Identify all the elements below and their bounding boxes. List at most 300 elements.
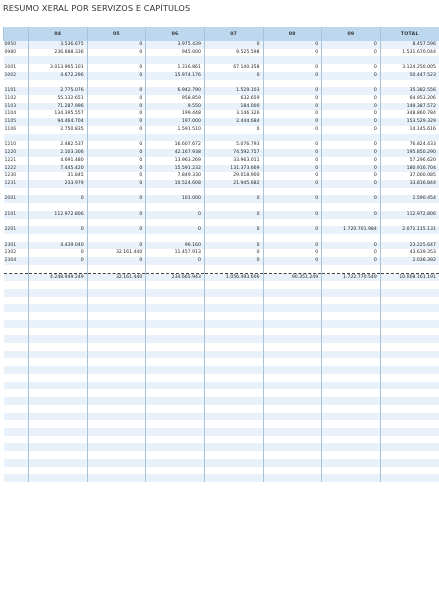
value-cell: 5.076.793 xyxy=(204,141,263,149)
value-cell: 10.068.161.191 xyxy=(380,273,439,281)
value-cell: 0 xyxy=(263,211,322,219)
empty-cell xyxy=(322,374,381,382)
table-row xyxy=(4,242,439,250)
empty-row xyxy=(4,436,439,444)
table-row xyxy=(4,157,439,165)
value-cell: 90.351.249 xyxy=(263,273,322,281)
spacer-row xyxy=(4,134,439,142)
empty-cell xyxy=(4,343,29,351)
empty-cell xyxy=(146,335,205,343)
row-code-cell: 2001 xyxy=(4,195,29,203)
value-cell: 0 xyxy=(263,257,322,265)
empty-cell xyxy=(263,451,322,459)
value-cell xyxy=(322,188,381,196)
value-cell: 195.850.290 xyxy=(380,149,439,157)
value-cell: 0 xyxy=(204,226,263,234)
value-cell: 0 xyxy=(322,165,381,173)
table-row xyxy=(4,126,439,134)
value-cell: 0 xyxy=(87,110,146,118)
value-cell: 0 xyxy=(263,157,322,165)
value-cell: 1.531.670.044 xyxy=(380,49,439,57)
column-header: 09 xyxy=(322,27,381,41)
empty-cell xyxy=(87,297,146,305)
spacer-row xyxy=(4,265,439,273)
empty-cell xyxy=(380,335,439,343)
empty-cell xyxy=(87,420,146,428)
empty-row xyxy=(4,281,439,289)
value-cell: 0 xyxy=(322,118,381,126)
empty-cell xyxy=(29,297,88,305)
value-cell xyxy=(380,234,439,242)
row-code-cell xyxy=(4,273,29,281)
row-code-cell: 2201 xyxy=(4,226,29,234)
empty-cell xyxy=(204,405,263,413)
value-cell: 199.448 xyxy=(146,110,205,118)
empty-cell xyxy=(204,281,263,289)
value-cell: 0 xyxy=(263,149,322,157)
value-cell: 1.316.861 xyxy=(146,64,205,72)
empty-cell xyxy=(146,289,205,297)
value-cell: 2.103.306 xyxy=(29,149,88,157)
empty-cell xyxy=(380,304,439,312)
value-cell: 0 xyxy=(263,64,322,72)
value-cell: 0 xyxy=(322,126,381,134)
empty-cell xyxy=(4,312,29,320)
value-cell: 0 xyxy=(146,211,205,219)
empty-cell xyxy=(87,451,146,459)
spacer-row xyxy=(4,203,439,211)
empty-cell xyxy=(322,451,381,459)
empty-cell xyxy=(4,281,29,289)
value-cell: 4.439.040 xyxy=(29,242,88,250)
empty-cell xyxy=(322,366,381,374)
row-code-cell: 1230 xyxy=(4,173,17,179)
row-code-cell xyxy=(4,188,29,196)
value-cell: 0 xyxy=(322,172,381,180)
page-title: RESUMO XERAL POR SERVIZOS E CAPÍTULOS xyxy=(3,3,191,13)
table-row xyxy=(4,249,439,257)
table-row xyxy=(4,141,439,149)
empty-cell xyxy=(146,382,205,390)
value-cell xyxy=(146,56,205,64)
empty-cell xyxy=(380,343,439,351)
empty-row xyxy=(4,459,439,467)
table-row xyxy=(4,172,439,180)
value-cell: 74.592.757 xyxy=(204,149,263,157)
empty-row xyxy=(4,413,439,421)
empty-cell xyxy=(322,428,381,436)
summary-table xyxy=(3,27,439,482)
value-cell: 0 xyxy=(29,257,88,265)
empty-cell xyxy=(322,382,381,390)
value-cell: 958.859 xyxy=(146,95,205,103)
empty-row xyxy=(4,343,439,351)
value-cell: 0 xyxy=(263,41,322,49)
empty-cell xyxy=(29,320,88,328)
empty-cell xyxy=(146,328,205,336)
empty-cell xyxy=(29,312,88,320)
value-cell: 0 xyxy=(263,226,322,234)
empty-cell xyxy=(263,320,322,328)
empty-cell xyxy=(263,374,322,382)
value-cell: 0 xyxy=(146,257,205,265)
value-cell: 76.824.433 xyxy=(380,141,439,149)
column-header: 05 xyxy=(87,27,146,41)
value-cell: 0 xyxy=(204,257,263,265)
value-cell: 0 xyxy=(263,103,322,111)
row-code-cell: 0950 xyxy=(4,41,29,49)
empty-cell xyxy=(204,289,263,297)
empty-cell xyxy=(4,405,29,413)
empty-cell xyxy=(204,443,263,451)
value-cell: 55.132.651 xyxy=(29,95,88,103)
empty-cell xyxy=(263,328,322,336)
value-cell: 2.036.392 xyxy=(380,257,439,265)
empty-cell xyxy=(380,351,439,359)
empty-cell xyxy=(4,467,29,475)
empty-cell xyxy=(87,351,146,359)
value-cell: 236.688.336 xyxy=(29,49,88,57)
table-row xyxy=(4,72,439,80)
empty-cell xyxy=(29,405,88,413)
value-cell: 0 xyxy=(263,118,322,126)
value-cell: 43.639.353 xyxy=(380,249,439,257)
empty-cell xyxy=(204,265,263,273)
value-cell xyxy=(204,234,263,242)
empty-cell xyxy=(322,304,381,312)
row-code-cell: 1222 xyxy=(4,165,29,173)
empty-cell xyxy=(87,397,146,405)
empty-cell xyxy=(380,405,439,413)
empty-cell xyxy=(29,459,88,467)
value-cell xyxy=(322,80,381,88)
value-cell: 32.161.440 xyxy=(87,249,146,257)
value-cell: 3.146.326 xyxy=(204,110,263,118)
row-code-cell: 1210 xyxy=(4,142,17,148)
empty-cell xyxy=(204,397,263,405)
value-cell: 0 xyxy=(87,118,146,126)
value-cell: 2.482.537 xyxy=(29,141,88,149)
value-cell: 149.387.572 xyxy=(380,103,439,111)
value-cell xyxy=(29,80,88,88)
value-cell xyxy=(146,134,205,142)
value-cell: 3.124.250.005 xyxy=(380,64,439,72)
value-cell: 13.963.269 xyxy=(146,157,205,165)
empty-cell xyxy=(322,281,381,289)
empty-cell xyxy=(204,413,263,421)
spacer-row xyxy=(4,80,439,88)
empty-row xyxy=(4,420,439,428)
table-row xyxy=(4,149,439,157)
value-cell: 0 xyxy=(204,211,263,219)
empty-cell xyxy=(87,389,146,397)
value-cell: 0 xyxy=(29,249,88,257)
value-cell: 15.974.176 xyxy=(146,72,205,80)
empty-cell xyxy=(204,320,263,328)
empty-cell xyxy=(263,265,322,273)
value-cell: 0 xyxy=(87,72,146,80)
value-cell: 64.953.206 xyxy=(380,95,439,103)
value-cell: 0 xyxy=(146,226,205,234)
column-header: 07 xyxy=(204,27,263,41)
empty-cell xyxy=(87,358,146,366)
empty-row xyxy=(4,351,439,359)
empty-cell xyxy=(380,382,439,390)
value-cell: 0 xyxy=(204,242,263,250)
value-cell: 0 xyxy=(322,72,381,80)
empty-cell xyxy=(263,366,322,374)
table-row xyxy=(4,95,439,103)
row-code-cell: 2101 xyxy=(4,211,29,219)
value-cell: 0 xyxy=(87,242,146,250)
empty-cell xyxy=(380,328,439,336)
empty-cell xyxy=(87,474,146,482)
empty-cell xyxy=(263,312,322,320)
empty-cell xyxy=(204,335,263,343)
empty-cell xyxy=(146,459,205,467)
empty-cell xyxy=(204,436,263,444)
empty-cell xyxy=(380,320,439,328)
empty-cell xyxy=(87,328,146,336)
value-cell: 33.816.844 xyxy=(380,180,439,188)
value-cell xyxy=(87,134,146,142)
value-cell xyxy=(146,80,205,88)
row-code-cell: 1101 xyxy=(4,87,29,95)
value-cell xyxy=(322,219,381,227)
empty-cell xyxy=(4,436,29,444)
value-cell: 0 xyxy=(322,87,381,95)
empty-cell xyxy=(29,351,88,359)
value-cell: 1.529.103 xyxy=(204,87,263,95)
empty-cell xyxy=(322,343,381,351)
empty-cell xyxy=(29,335,88,343)
value-cell xyxy=(322,234,381,242)
empty-cell xyxy=(87,366,146,374)
row-code-cell: 1105 xyxy=(4,118,29,126)
empty-cell xyxy=(4,413,29,421)
row-code-cell: 1220 xyxy=(4,149,29,157)
empty-cell xyxy=(29,397,88,405)
value-cell: 0 xyxy=(29,195,88,203)
row-code-cell xyxy=(4,56,29,64)
empty-cell xyxy=(4,382,29,390)
empty-cell xyxy=(4,351,29,359)
empty-cell xyxy=(4,320,29,328)
column-header: 04 xyxy=(29,27,88,41)
value-cell: 57.296.620 xyxy=(380,157,439,165)
empty-cell xyxy=(263,459,322,467)
total-row xyxy=(4,273,439,281)
empty-cell xyxy=(29,443,88,451)
value-cell: 0 xyxy=(322,211,381,219)
value-cell: 0 xyxy=(87,141,146,149)
value-cell: 180.916.704 xyxy=(380,165,439,173)
value-cell xyxy=(146,203,205,211)
value-cell: 0 xyxy=(322,64,381,72)
empty-cell xyxy=(146,281,205,289)
empty-cell xyxy=(380,451,439,459)
empty-row xyxy=(4,443,439,451)
row-code-cell: 1221 xyxy=(4,157,17,163)
empty-cell xyxy=(204,389,263,397)
value-cell: 67.140.358 xyxy=(204,64,263,72)
empty-cell xyxy=(380,397,439,405)
value-cell: 0 xyxy=(322,249,381,257)
value-cell: 7.849.330 xyxy=(146,172,205,180)
value-cell: 0 xyxy=(263,165,322,173)
value-cell: 945.000 xyxy=(146,49,205,57)
value-cell xyxy=(380,134,439,142)
empty-cell xyxy=(4,474,29,482)
value-cell xyxy=(263,203,322,211)
empty-cell xyxy=(146,343,205,351)
value-cell: 0 xyxy=(87,64,146,72)
empty-cell xyxy=(87,304,146,312)
empty-cell xyxy=(29,436,88,444)
value-cell: 29.018.900 xyxy=(204,172,263,180)
value-cell xyxy=(263,56,322,64)
empty-cell xyxy=(146,358,205,366)
value-cell xyxy=(204,134,263,142)
empty-cell xyxy=(4,366,29,374)
value-cell: 0 xyxy=(204,249,263,257)
row-code-cell: 1102 xyxy=(4,96,17,102)
value-cell xyxy=(380,203,439,211)
value-cell: 2.775.076 xyxy=(29,87,88,95)
value-cell: 0 xyxy=(87,149,146,157)
empty-cell xyxy=(322,297,381,305)
row-code-cell: 0980 xyxy=(4,49,17,55)
value-cell: 0 xyxy=(87,211,146,219)
empty-cell xyxy=(380,281,439,289)
row-code-cell xyxy=(4,80,29,88)
value-cell: 71.287.996 xyxy=(29,103,88,111)
empty-cell xyxy=(263,335,322,343)
value-cell: 0 xyxy=(87,172,146,180)
empty-cell xyxy=(87,312,146,320)
empty-cell xyxy=(263,358,322,366)
empty-cell xyxy=(263,397,322,405)
column-header xyxy=(4,27,29,41)
table-row xyxy=(4,118,439,126)
value-cell: 2.444.684 xyxy=(204,118,263,126)
empty-row xyxy=(4,474,439,482)
empty-cell xyxy=(146,467,205,475)
empty-cell xyxy=(87,281,146,289)
value-cell: 0 xyxy=(87,165,146,173)
empty-cell xyxy=(87,320,146,328)
empty-cell xyxy=(29,474,88,482)
empty-cell xyxy=(263,343,322,351)
value-cell xyxy=(204,219,263,227)
empty-cell xyxy=(204,467,263,475)
value-cell xyxy=(29,219,88,227)
empty-cell xyxy=(380,358,439,366)
value-cell: 0 xyxy=(87,195,146,203)
spacer-row xyxy=(4,188,439,196)
value-cell: 8.457.596 xyxy=(380,41,439,49)
value-cell: 4.248.949.249 xyxy=(29,273,88,281)
value-cell: 153.529.329 xyxy=(380,118,439,126)
empty-cell xyxy=(322,413,381,421)
value-cell xyxy=(263,134,322,142)
empty-cell xyxy=(29,328,88,336)
value-cell xyxy=(87,80,146,88)
value-cell xyxy=(87,234,146,242)
value-cell: 197.000 xyxy=(146,118,205,126)
value-cell: 0 xyxy=(87,126,146,134)
value-cell xyxy=(204,203,263,211)
empty-cell xyxy=(87,459,146,467)
value-cell xyxy=(204,80,263,88)
value-cell: 9.550 xyxy=(146,103,205,111)
empty-cell xyxy=(4,428,29,436)
value-cell: 0 xyxy=(322,110,381,118)
value-cell: 0 xyxy=(87,49,146,57)
empty-cell xyxy=(87,443,146,451)
empty-cell xyxy=(29,366,88,374)
value-cell: 9.525.598 xyxy=(204,49,263,57)
empty-cell xyxy=(29,420,88,428)
empty-cell xyxy=(146,374,205,382)
empty-cell xyxy=(263,281,322,289)
row-code-cell: 2304 xyxy=(4,257,29,265)
value-cell: 14.145.616 xyxy=(380,126,439,134)
empty-cell xyxy=(87,343,146,351)
empty-cell xyxy=(4,389,29,397)
empty-cell xyxy=(263,405,322,413)
empty-cell xyxy=(380,436,439,444)
value-cell xyxy=(263,80,322,88)
empty-cell xyxy=(29,289,88,297)
value-cell: 0 xyxy=(87,257,146,265)
empty-cell xyxy=(380,443,439,451)
value-cell: 112.972.806 xyxy=(380,211,439,219)
empty-row xyxy=(4,297,439,305)
value-cell: 0 xyxy=(322,180,381,188)
empty-cell xyxy=(380,366,439,374)
value-cell xyxy=(87,56,146,64)
empty-cell xyxy=(4,459,29,467)
value-cell: 0 xyxy=(263,110,322,118)
empty-cell xyxy=(204,343,263,351)
row-code-cell: 1104 xyxy=(4,111,17,117)
row-code-cell: 1231 xyxy=(4,180,29,188)
empty-cell xyxy=(322,443,381,451)
table-row xyxy=(4,64,439,72)
value-cell: 348.860.784 xyxy=(380,110,439,118)
empty-cell xyxy=(380,289,439,297)
value-cell: 0 xyxy=(322,141,381,149)
empty-cell xyxy=(263,420,322,428)
value-cell: 31.845 xyxy=(29,172,88,180)
value-cell: 1.722.770.549 xyxy=(322,273,381,281)
empty-cell xyxy=(146,312,205,320)
value-cell: 3.975.439 xyxy=(146,41,205,49)
value-cell xyxy=(29,56,88,64)
empty-cell xyxy=(29,451,88,459)
spacer-row xyxy=(4,56,439,64)
value-cell xyxy=(204,56,263,64)
empty-cell xyxy=(263,382,322,390)
value-cell: 0 xyxy=(322,41,381,49)
row-code-cell xyxy=(4,219,29,227)
value-cell: 0 xyxy=(263,126,322,134)
empty-cell xyxy=(146,413,205,421)
value-cell: 184.000 xyxy=(204,103,263,111)
empty-cell xyxy=(29,265,88,273)
empty-cell xyxy=(204,297,263,305)
